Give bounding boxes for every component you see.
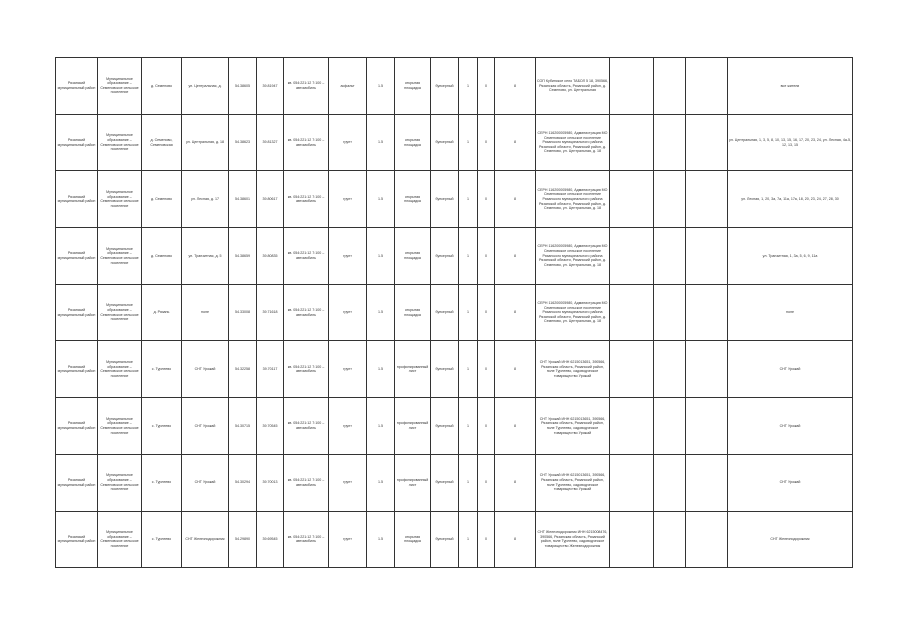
cell-locality: д. Семеново (142, 228, 182, 285)
cell-col16 (610, 341, 654, 398)
cell-district: Рязанский муниципальный район (56, 454, 98, 511)
cell-col16 (610, 284, 654, 341)
cell-count-a: 1 (459, 171, 478, 228)
cell-lat: 54.33008 (229, 284, 257, 341)
cell-col16 (610, 454, 654, 511)
cell-surface: грунт (329, 171, 367, 228)
cell-base-type: открытая площадка (395, 171, 431, 228)
cell-col17 (654, 284, 686, 341)
cell-address: поле (182, 284, 229, 341)
cell-area: кв. 054:221:12 7:100 – автомобиль (284, 114, 329, 171)
cell-size: 1.5 (367, 398, 395, 455)
cell-col17 (654, 171, 686, 228)
cell-col18 (686, 398, 728, 455)
cell-count-b: 0 (478, 228, 495, 285)
cell-lat: 54.30294 (229, 454, 257, 511)
cell-col17 (654, 58, 686, 115)
cell-col16 (610, 511, 654, 568)
cell-lat: 54.38601 (229, 171, 257, 228)
cell-sources: ул. Лесная, 1, 20, 3а, 7а, 11а, 17а, 18, 20, 23, 24, 27, 28, 30 (728, 171, 853, 228)
cell-lon: 39.69545 (257, 511, 284, 568)
cell-district: Рязанский муниципальный район (56, 341, 98, 398)
cell-municipality: Муниципальное образование – Семеновское сельское поселение (98, 284, 142, 341)
cell-count-b: 0 (478, 398, 495, 455)
cell-base-type: профилированный лист (395, 398, 431, 455)
cell-address: СНТ Урожай (182, 341, 229, 398)
cell-address: СНТ Урожай (182, 454, 229, 511)
cell-address: ул. Центральная, д. 18 (182, 114, 229, 171)
cell-area: кв. 054:221:12 7:100 – автомобиль (284, 284, 329, 341)
cell-lat: 54.38659 (229, 228, 257, 285)
cell-municipality: Муниципальное образование – Семеновское сельское поселение (98, 114, 142, 171)
table-row (56, 58, 853, 115)
cell-municipality: Муниципальное образование – Семеновское сельское поселение (98, 454, 142, 511)
cell-sources: ул. Транзитная, 1, 3а, 5, 6, 9, 11а (728, 228, 853, 285)
cell-locality: д. Семеново, Семеновская (142, 114, 182, 171)
cell-count-a: 1 (459, 341, 478, 398)
cell-count-b: 0 (478, 341, 495, 398)
cell-lat: 54.29890 (229, 511, 257, 568)
cell-lon: 39.71618 (257, 284, 284, 341)
cell-municipality: Муниципальное образование – Семеновское сельское поселение (98, 228, 142, 285)
cell-municipality: Муниципальное образование – Семеновское сельское поселение (98, 398, 142, 455)
cell-col18 (686, 511, 728, 568)
cell-area: кв. 054:221:12 7:100 – автомобиль (284, 454, 329, 511)
cell-sources: СНТ Урожай (728, 454, 853, 511)
cell-surface: грунт (329, 228, 367, 285)
cell-district: Рязанский муниципальный район (56, 228, 98, 285)
cell-size: 1.5 (367, 114, 395, 171)
table-row (56, 341, 853, 398)
cell-lat: 54.38605 (229, 58, 257, 115)
cell-volume: 8 (495, 398, 536, 455)
cell-area: кв. 054:221:12 7:100 – автомобиль (284, 341, 329, 398)
cell-locality: с. Турлеево (142, 511, 182, 568)
cell-lat: 54.32258 (229, 341, 257, 398)
cell-area: кв. 054:221:12 7:100 – автомобиль (284, 511, 329, 568)
cell-lon: 39.81327 (257, 114, 284, 171)
cell-container-type: бункерный (431, 341, 459, 398)
cell-col16 (610, 228, 654, 285)
table-row (56, 284, 853, 341)
cell-base-type: открытая площадка (395, 284, 431, 341)
cell-container-type: бункерный (431, 114, 459, 171)
table-row (56, 114, 853, 171)
table-row (56, 398, 853, 455)
cell-locality: д. Семеново (142, 171, 182, 228)
cell-locality: с. Турлеево (142, 454, 182, 511)
cell-lon: 39.70545 (257, 398, 284, 455)
cell-base-type: открытая площадка (395, 58, 431, 115)
cell-lat: 54.38623 (229, 114, 257, 171)
cell-size: 1.5 (367, 171, 395, 228)
cell-sources: СНТ Железнодорожник (728, 511, 853, 568)
registry-table (55, 57, 853, 568)
cell-address: СНТ Урожай (182, 398, 229, 455)
cell-district: Рязанский муниципальный район (56, 58, 98, 115)
cell-district: Рязанский муниципальный район (56, 398, 98, 455)
cell-col18 (686, 454, 728, 511)
cell-sources: СНТ Урожай (728, 341, 853, 398)
cell-count-b: 0 (478, 454, 495, 511)
cell-col17 (654, 114, 686, 171)
cell-count-b: 0 (478, 114, 495, 171)
cell-locality: д. Семеново (142, 58, 182, 115)
cell-district: Рязанский муниципальный район (56, 284, 98, 341)
cell-locality: с. Турлеево (142, 398, 182, 455)
cell-municipality: Муниципальное образование – Семеновское сельское поселение (98, 511, 142, 568)
cell-col16 (610, 171, 654, 228)
cell-address: ул. Лесная, д. 17 (182, 171, 229, 228)
table-row (56, 511, 853, 568)
cell-lon: 39.70117 (257, 341, 284, 398)
cell-surface: грунт (329, 454, 367, 511)
table-row (56, 454, 853, 511)
cell-municipality: Муниципальное образование – Семеновское сельское поселение (98, 341, 142, 398)
cell-size: 1.5 (367, 228, 395, 285)
cell-base-type: открытая площадка (395, 114, 431, 171)
cell-district: Рязанский муниципальный район (56, 171, 98, 228)
cell-size: 1.5 (367, 284, 395, 341)
cell-volume: 8 (495, 284, 536, 341)
cell-col17 (654, 511, 686, 568)
cell-col16 (610, 114, 654, 171)
cell-municipality: Муниципальное образование – Семеновское сельское поселение (98, 171, 142, 228)
cell-lon: 39.81947 (257, 58, 284, 115)
cell-owner: СНТ Урожай ИНН 6215013651, 390566, Рязанская область, Рязанский район, поле Турлеево, садоводческое товарищество Урожай (536, 398, 610, 455)
cell-surface: асфальт (329, 58, 367, 115)
cell-col18 (686, 228, 728, 285)
cell-address: СНТ Железнодорожник (182, 511, 229, 568)
cell-count-a: 1 (459, 284, 478, 341)
cell-owner: СНТ Урожай ИНН 6215013651, 390566, Рязанская область, Рязанский район, поле Турлеево, садоводческое товарищество Урожай (536, 454, 610, 511)
cell-owner: СЕРН 116200005980, Администрация МО Семеновское сельское поселение Рязанского муниципального района Рязанской области, Рязанский район, д. Семеново, ул. Центральная, д. 18 (536, 284, 610, 341)
cell-container-type: бункерный (431, 398, 459, 455)
cell-count-b: 0 (478, 58, 495, 115)
cell-sources: все жители (728, 58, 853, 115)
cell-size: 1.5 (367, 58, 395, 115)
cell-surface: грунт (329, 398, 367, 455)
cell-col18 (686, 341, 728, 398)
registry-body (56, 58, 853, 568)
cell-volume: 8 (495, 511, 536, 568)
table-row (56, 228, 853, 285)
cell-lon: 39.70013 (257, 454, 284, 511)
cell-surface: грунт (329, 341, 367, 398)
cell-base-type: профилированный лист (395, 454, 431, 511)
cell-count-a: 1 (459, 398, 478, 455)
cell-sources: ул. Центральная, 1, 3, 5, 8, 10, 13, 15, 16, 17, 20, 23, 24, ул. Лесная, 4а-5, 12, 13, 15 (728, 114, 853, 171)
cell-area: кв. 054:221:12 7:100 – автомобиль (284, 58, 329, 115)
cell-container-type: бункерный (431, 171, 459, 228)
cell-owner: СЕРН 116200005980, Администрация МО Семеновское сельское поселение Рязанского муниципального района Рязанской области, Рязанский район, д. Семеново, ул. Центральная, д. 18 (536, 228, 610, 285)
cell-container-type: бункерный (431, 228, 459, 285)
cell-owner: СЕРН 116200005980, Администрация МО Семеновское сельское поселение Рязанского муниципального района Рязанской области, Рязанский район, д. Семеново, ул. Центральная, д. 18 (536, 114, 610, 171)
cell-surface: грунт (329, 511, 367, 568)
cell-lon: 39.80835 (257, 228, 284, 285)
cell-municipality: Муниципальное образование – Семеновское сельское поселение (98, 58, 142, 115)
cell-container-type: бункерный (431, 454, 459, 511)
cell-count-a: 1 (459, 58, 478, 115)
cell-col18 (686, 58, 728, 115)
cell-district: Рязанский муниципальный район (56, 511, 98, 568)
cell-volume: 8 (495, 114, 536, 171)
cell-district: Рязанский муниципальный район (56, 114, 98, 171)
cell-locality: с. Турлеево (142, 341, 182, 398)
cell-col18 (686, 284, 728, 341)
cell-count-b: 0 (478, 511, 495, 568)
cell-volume: 8 (495, 228, 536, 285)
cell-col18 (686, 171, 728, 228)
cell-area: кв. 054:221:12 7:100 – автомобиль (284, 228, 329, 285)
cell-size: 1.5 (367, 341, 395, 398)
cell-col16 (610, 398, 654, 455)
cell-sources: СНТ Урожай (728, 398, 853, 455)
cell-base-type: профилированный лист (395, 341, 431, 398)
cell-volume: 8 (495, 58, 536, 115)
cell-container-type: бункерный (431, 58, 459, 115)
cell-volume: 8 (495, 454, 536, 511)
cell-col17 (654, 228, 686, 285)
cell-lon: 39.80617 (257, 171, 284, 228)
cell-lat: 54.30715 (229, 398, 257, 455)
table-row (56, 171, 853, 228)
cell-surface: грунт (329, 284, 367, 341)
cell-owner: СНТ Железнодорожник ИНН 6215008476, 390566, Рязанская область, Рязанский район, поле Турлеево, садоводческое товарищество Железнодорожник (536, 511, 610, 568)
cell-surface: грунт (329, 114, 367, 171)
cell-area: кв. 054:221:12 7:100 – автомобиль (284, 171, 329, 228)
cell-count-a: 1 (459, 511, 478, 568)
cell-sources: поле (728, 284, 853, 341)
cell-count-a: 1 (459, 228, 478, 285)
cell-volume: 8 (495, 341, 536, 398)
cell-base-type: открытая площадка (395, 228, 431, 285)
cell-count-b: 0 (478, 284, 495, 341)
cell-owner: СЕРН 116200005980, Администрация МО Семеновское сельское поселение Рязанского муниципального района Рязанской области, Рязанский район, д. Семеново, ул. Центральная, д. 18 (536, 171, 610, 228)
cell-container-type: бункерный (431, 284, 459, 341)
cell-count-a: 1 (459, 114, 478, 171)
cell-size: 1.5 (367, 511, 395, 568)
cell-col17 (654, 454, 686, 511)
cell-owner: СОП Кубинское село ТАБОЛ 5 18, 390566, Рязанская область, Рязанский район, д. Семеново, ул. Центральная (536, 58, 610, 115)
cell-col18 (686, 114, 728, 171)
cell-address: ул. Транзитная, д. 5 (182, 228, 229, 285)
cell-owner: СНТ Урожай ИНН 6215013651, 390566, Рязанская область, Рязанский район, поле Турлеево, садоводческое товарищество Урожай (536, 341, 610, 398)
cell-col17 (654, 341, 686, 398)
cell-col16 (610, 58, 654, 115)
cell-count-a: 1 (459, 454, 478, 511)
cell-base-type: открытая площадка (395, 511, 431, 568)
cell-container-type: бункерный (431, 511, 459, 568)
cell-volume: 8 (495, 171, 536, 228)
cell-area: кв. 054:221:12 7:100 – автомобиль (284, 398, 329, 455)
cell-size: 1.5 (367, 454, 395, 511)
cell-address: ул. Центральная, д. (182, 58, 229, 115)
cell-col17 (654, 398, 686, 455)
cell-count-b: 0 (478, 171, 495, 228)
cell-locality: д. Рязань (142, 284, 182, 341)
